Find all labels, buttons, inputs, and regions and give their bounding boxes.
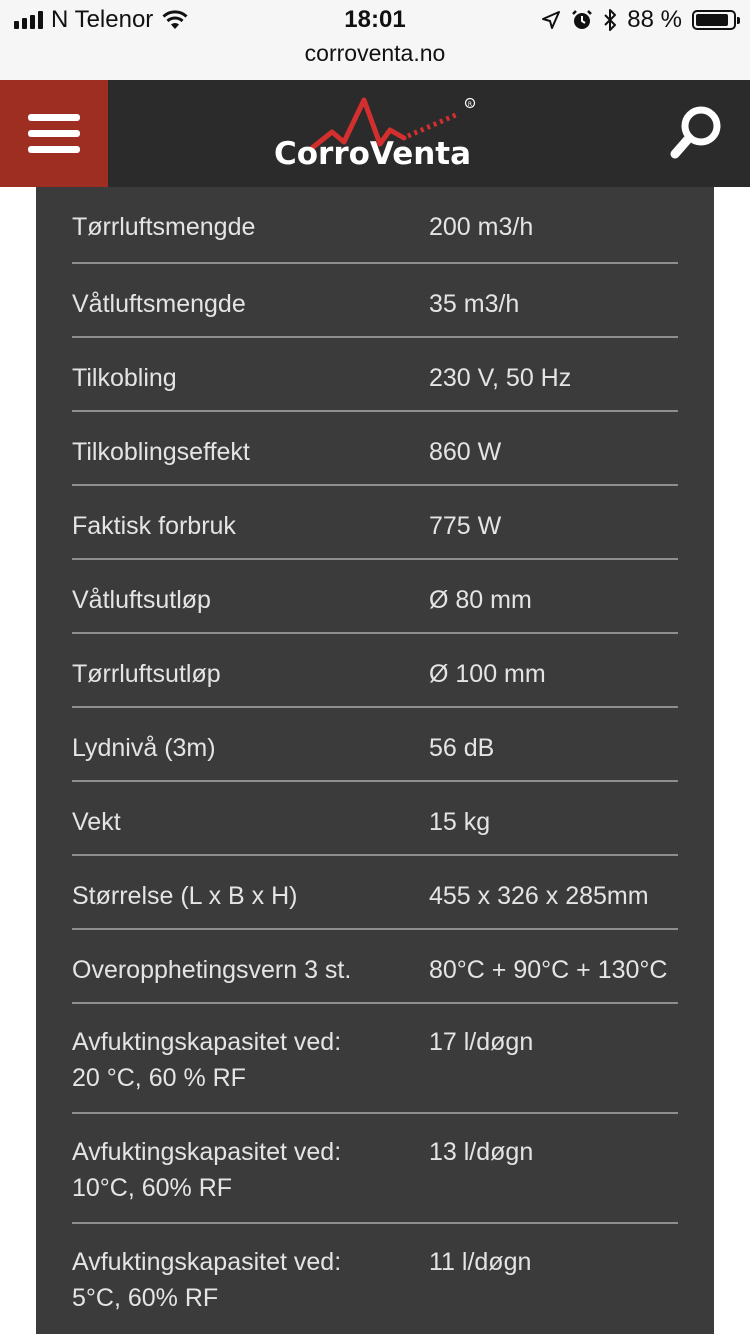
battery-icon [692, 10, 736, 30]
carrier-label: N Telenor [51, 6, 154, 33]
specs-panel [36, 187, 714, 1334]
spec-value: 200 m3/h [429, 213, 534, 241]
spec-label-line: Overopphetingsvern 3 st. [72, 956, 352, 984]
menu-button[interactable] [0, 80, 108, 187]
brand-logo[interactable] [272, 96, 482, 176]
spec-label [72, 1024, 429, 1096]
spec-label-line: Avfuktingskapasitet ved: [72, 1138, 342, 1166]
spec-label [72, 1244, 429, 1316]
spec-label-condition: 10°C, 60% RF [72, 1174, 233, 1202]
spec-label [72, 360, 429, 396]
spec-value: 13 l/døgn [429, 1138, 534, 1166]
spec-label-line: Størrelse (L x B x H) [72, 882, 298, 910]
spec-label-line: Våtluftsutløp [72, 586, 211, 614]
spec-value: 17 l/døgn [429, 1028, 534, 1056]
spec-label [72, 1134, 429, 1206]
spec-row [72, 930, 678, 1004]
battery-percent: 88 % [627, 6, 682, 33]
spec-value: Ø 80 mm [429, 586, 532, 614]
specs-table [72, 187, 678, 1334]
spec-row [72, 1224, 678, 1334]
spec-label [72, 434, 429, 470]
spec-value: 775 W [429, 512, 502, 540]
spec-row [72, 187, 678, 264]
spec-label-line: Vekt [72, 808, 121, 836]
site-header [0, 80, 750, 187]
spec-value: 11 l/døgn [429, 1248, 532, 1276]
location-arrow-icon [541, 10, 561, 30]
registered-mark: R [467, 101, 473, 108]
spec-label-line: Faktisk forbruk [72, 512, 236, 540]
spec-value: 56 dB [429, 734, 495, 762]
spec-value: 35 m3/h [429, 290, 520, 318]
hamburger-icon-line [28, 114, 80, 121]
spec-label-line: Tilkoblingseffekt [72, 438, 250, 466]
spec-row [72, 856, 678, 930]
spec-label [72, 878, 429, 914]
search-icon[interactable] [668, 102, 726, 162]
spec-row [72, 1114, 678, 1224]
spec-label [72, 804, 429, 840]
spec-label [72, 582, 429, 618]
status-right [541, 6, 736, 34]
spec-label [72, 730, 429, 766]
spec-value: 80°C + 90°C + 130°C [429, 956, 668, 984]
spec-label [72, 952, 429, 988]
spec-value: Ø 100 mm [429, 660, 546, 688]
spec-row [72, 708, 678, 782]
spec-row [72, 338, 678, 412]
spec-label-line: Tilkobling [72, 364, 177, 392]
spec-label-condition: 5°C, 60% RF [72, 1284, 219, 1312]
spec-value: 455 x 326 x 285mm [429, 882, 649, 910]
spec-label [72, 209, 429, 245]
hamburger-icon-line [28, 146, 80, 153]
spec-value: 230 V, 50 Hz [429, 364, 572, 392]
spec-row [72, 264, 678, 338]
status-time: 18:01 [344, 6, 406, 33]
status-bar [0, 0, 750, 81]
spec-label [72, 656, 429, 692]
spec-label-line: Våtluftsmengde [72, 290, 246, 318]
spec-label-line: Tørrluftsutløp [72, 660, 221, 688]
spec-label-condition: 20 °C, 60 % RF [72, 1064, 246, 1092]
spec-row [72, 1004, 678, 1114]
spec-row [72, 412, 678, 486]
spec-label-line: Avfuktingskapasitet ved: [72, 1248, 342, 1276]
spec-label-line: Tørrluftsmengde [72, 213, 256, 241]
spec-value: 15 kg [429, 808, 491, 836]
spec-row [72, 486, 678, 560]
spec-label [72, 508, 429, 544]
spec-row [72, 634, 678, 708]
url-label[interactable]: corroventa.no [304, 40, 446, 66]
spec-value: 860 W [429, 438, 502, 466]
bluetooth-icon [603, 8, 617, 32]
spec-row [72, 782, 678, 856]
spec-row [72, 560, 678, 634]
brand-name: CorroVenta [274, 136, 472, 172]
hamburger-icon-line [28, 130, 80, 137]
spec-label [72, 286, 429, 322]
alarm-icon [571, 9, 593, 31]
spec-label-line: Lydnivå (3m) [72, 734, 216, 762]
spec-label-line: Avfuktingskapasitet ved: [72, 1028, 342, 1056]
